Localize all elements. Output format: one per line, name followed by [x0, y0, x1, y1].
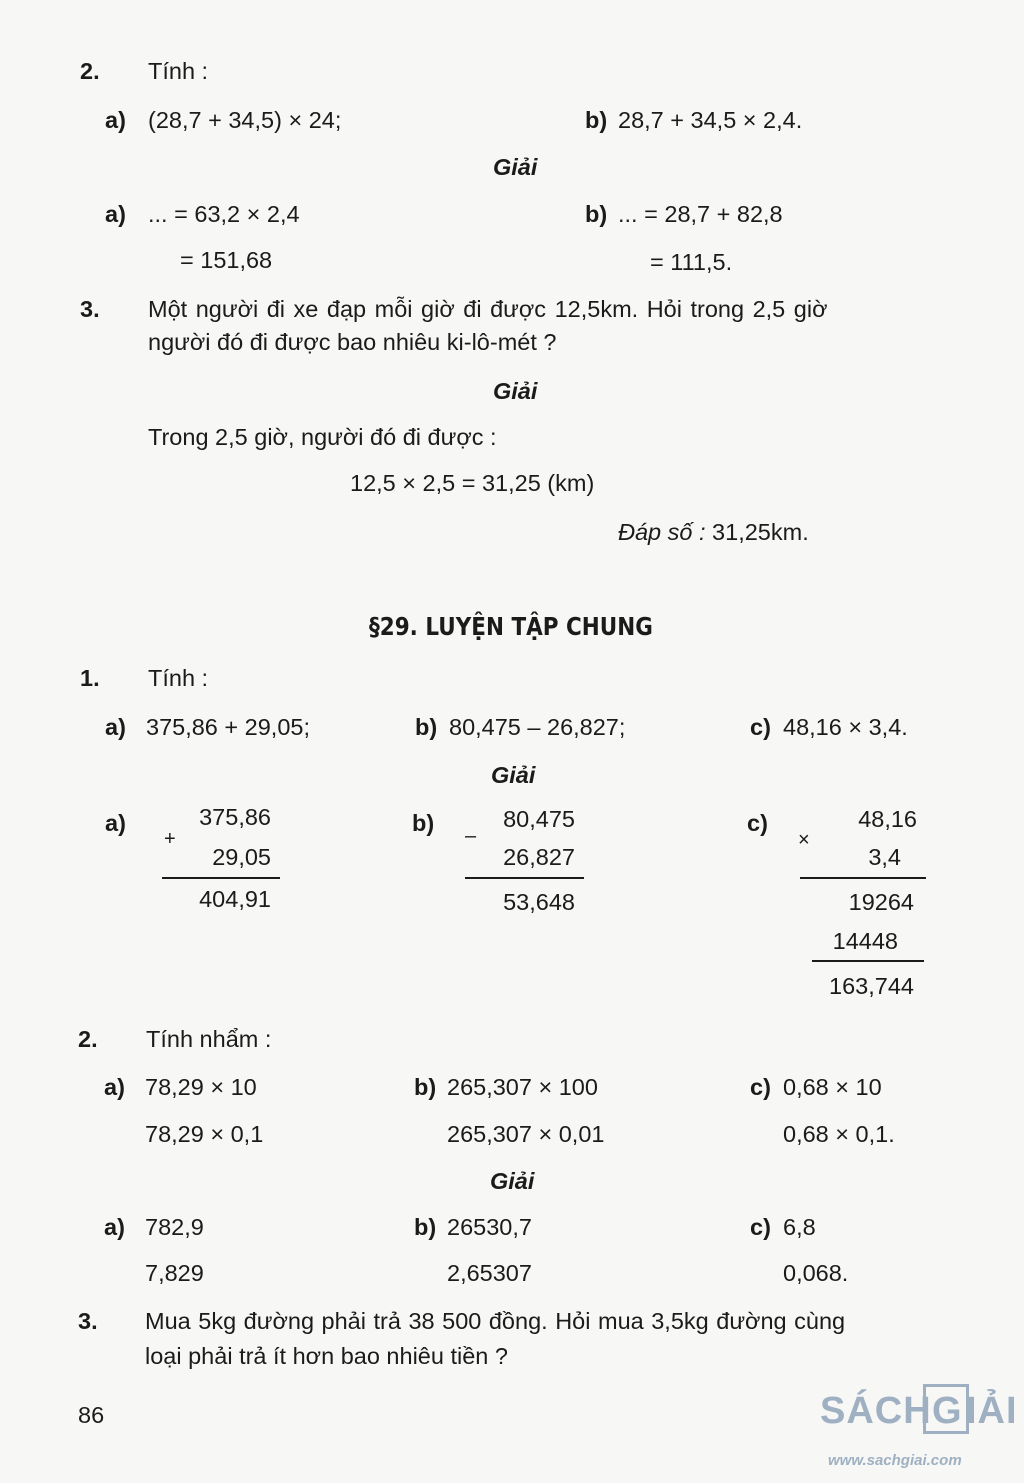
exercise-2-number: 2. — [78, 1026, 98, 1052]
part-a-line-2: 78,29 × 0,1 — [145, 1121, 264, 1147]
solution-c-line-2: 0,068. — [783, 1260, 849, 1286]
logo-text-right: IẢI — [966, 1390, 1018, 1432]
times-sign: × — [798, 829, 810, 851]
partial-product-2: 14448 — [832, 928, 898, 954]
solution-heading: Giải — [493, 154, 538, 180]
part-c-line-1: 0,68 × 10 — [783, 1074, 882, 1100]
difference-rule — [465, 877, 584, 879]
sachgiai-logo — [820, 1380, 1016, 1475]
exercise-3-line-1: Mua 5kg đường phải trả 38 500 đồng. Hỏi mua 3,5kg đường cùng — [145, 1308, 846, 1334]
subtrahend: 26,827 — [503, 844, 575, 870]
solution-heading: Giải — [490, 1168, 535, 1194]
solution-a-line-1: 782,9 — [145, 1214, 204, 1240]
addend-top: 375,86 — [199, 804, 271, 830]
calc-b-label: b) — [412, 810, 435, 836]
part-a-line-1: 78,29 × 10 — [145, 1074, 257, 1100]
logo-text-box-letter: G — [932, 1390, 963, 1432]
part-a-expression: 375,86 + 29,05; — [146, 714, 310, 740]
solution-a-label: a) — [104, 1214, 125, 1240]
exercise-2-text: Tính : — [148, 58, 209, 84]
part-a-label: a) — [105, 714, 126, 740]
part-b-line-1: 265,307 × 100 — [447, 1074, 598, 1100]
sum-result: 404,91 — [199, 886, 271, 912]
exercise-3-line-2: loại phải trả ít hơn bao nhiêu tiền ? — [145, 1343, 508, 1369]
solution-b-line-2: = 111,5. — [650, 249, 733, 275]
exercise-1-text: Tính : — [148, 665, 209, 691]
exercise-2-text: Tính nhẩm : — [146, 1026, 272, 1052]
exercise-2-number: 2. — [80, 58, 100, 84]
partial-product-1: 19264 — [848, 889, 914, 915]
solution-c-label: c) — [750, 1214, 771, 1240]
section-title: §29. LUYỆN TẬP CHUNG — [369, 612, 653, 641]
solution-b-line-2: 2,65307 — [447, 1260, 532, 1286]
part-b-expression: 80,475 – 26,827; — [449, 714, 626, 740]
answer-value: 31,25km. — [705, 519, 809, 545]
product-total-rule — [812, 960, 924, 962]
product-rule — [800, 877, 926, 879]
solution-3-calculation: 12,5 × 2,5 = 31,25 (km) — [350, 470, 595, 496]
addend-bottom: 29,05 — [212, 844, 271, 870]
solution-a-label: a) — [105, 201, 126, 227]
solution-heading: Giải — [493, 378, 538, 404]
exercise-3-line-2: người đó đi được bao nhiêu ki-lô-mét ? — [148, 329, 557, 355]
minuend: 80,475 — [503, 806, 575, 832]
plus-sign: + — [164, 828, 176, 850]
part-b-line-2: 265,307 × 0,01 — [447, 1121, 605, 1147]
multiplier: 3,4 — [868, 844, 901, 870]
exercise-1-number: 1. — [80, 665, 100, 691]
part-c-line-2: 0,68 × 0,1. — [783, 1121, 895, 1147]
calc-a-label: a) — [105, 810, 126, 836]
solution-3-line-1: Trong 2,5 giờ, người đó đi được : — [148, 424, 497, 450]
part-b-label: b) — [414, 1074, 437, 1100]
exercise-3-number: 3. — [80, 296, 100, 322]
minus-sign: – — [465, 825, 477, 847]
page-number: 86 — [78, 1402, 105, 1428]
part-c-label: c) — [750, 714, 771, 740]
multiplicand: 48,16 — [858, 806, 917, 832]
solution-3-answer — [618, 521, 809, 545]
part-b-expression: 28,7 + 34,5 × 2,4. — [618, 107, 803, 133]
part-c-label: c) — [750, 1074, 771, 1100]
part-a-expression: (28,7 + 34,5) × 24; — [148, 107, 342, 133]
part-a-label: a) — [105, 107, 126, 133]
difference-result: 53,648 — [503, 889, 575, 915]
solution-b-line-1: 26530,7 — [447, 1214, 532, 1240]
logo-text-left: SÁCH — [820, 1390, 932, 1432]
part-c-expression: 48,16 × 3,4. — [783, 714, 908, 740]
solution-b-line-1: ... = 28,7 + 82,8 — [618, 201, 783, 227]
part-a-label: a) — [104, 1074, 125, 1100]
logo-url: www.sachgiai.com — [828, 1452, 962, 1469]
calc-c-label: c) — [747, 810, 768, 836]
solution-a-line-2: = 151,68 — [180, 247, 273, 273]
part-b-label: b) — [415, 714, 438, 740]
solution-c-line-1: 6,8 — [783, 1214, 816, 1240]
exercise-3-line-1: Một người đi xe đạp mỗi giờ đi được 12,5km. Hỏi trong 2,5 giờ — [148, 296, 828, 322]
sum-rule — [162, 877, 280, 879]
solution-b-label: b) — [585, 201, 608, 227]
solution-b-label: b) — [414, 1214, 437, 1240]
product-result: 163,744 — [829, 973, 914, 999]
part-b-label: b) — [585, 107, 608, 133]
solution-a-line-2: 7,829 — [145, 1260, 204, 1286]
solution-heading: Giải — [491, 762, 536, 788]
answer-label: Đáp số : — [618, 519, 706, 545]
exercise-3-number: 3. — [78, 1308, 98, 1334]
solution-a-line-1: ... = 63,2 × 2,4 — [148, 201, 300, 227]
